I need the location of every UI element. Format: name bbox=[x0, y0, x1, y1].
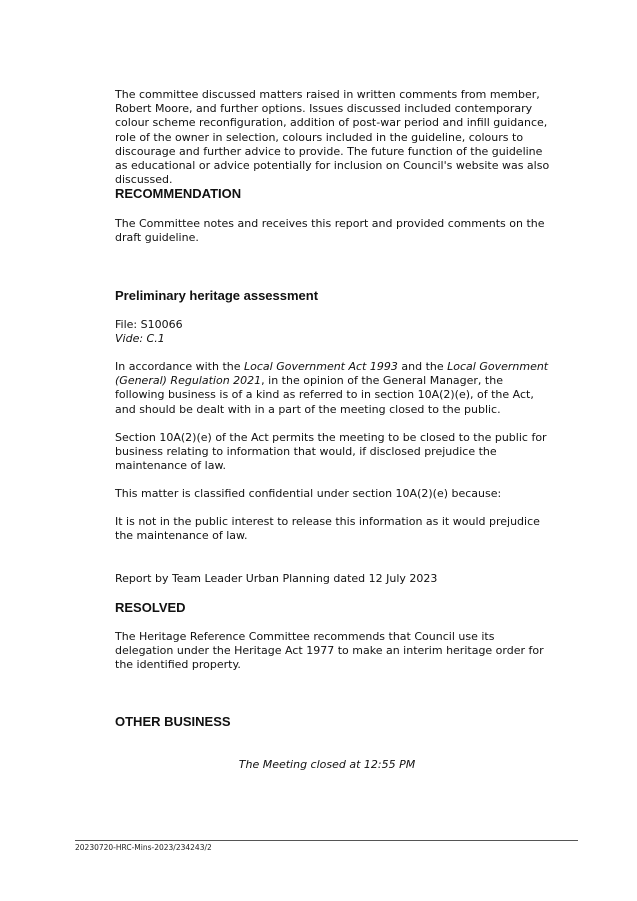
other-business-heading: OTHER BUSINESS bbox=[115, 714, 231, 729]
file-reference: File: S10066 bbox=[115, 318, 183, 331]
footer-divider bbox=[75, 840, 578, 841]
footer-reference: 20230720-HRC-Mins-2023/234243/2 bbox=[75, 843, 212, 852]
intro-paragraph: The committee discussed matters raised in written comments from member, Robert Moore, and further options. Issues discussed included contemporary colour scheme reconfiguration, addition of post-war period and infill guidance, role of the owner in selection, colours included in the guideline, colours to discourage and further advice to provide. The future function of the guideline as educational or advice potentially for inclusion on Council's website was also discussed. bbox=[115, 88, 550, 187]
act-title: Local Government Act 1993 bbox=[244, 360, 398, 373]
accordance-text-1: In accordance with the bbox=[115, 360, 244, 373]
recommendation-text: The Committee notes and receives this report and provided comments on the draft guideline. bbox=[115, 217, 545, 245]
accordance-text-3: , in the opinion of the General Manager, the following business is of a kind as referred to in section 10A(2)(e), of the Act, and should be dealt with in a part of the meeting closed to the public. bbox=[115, 374, 534, 416]
recommendation-heading: RECOMMENDATION bbox=[115, 186, 242, 201]
meeting-closed-text: The Meeting closed at 12:55 PM bbox=[238, 758, 416, 771]
resolved-text: The Heritage Reference Committee recommends that Council use its delegation under the Heritage Act 1977 to make an interim heritage order for the identified property. bbox=[115, 630, 544, 672]
regulation-title: Local Government (General) Regulation 2021 bbox=[115, 360, 549, 388]
public-interest-paragraph: It is not in the public interest to release this information as it would prejudice the maintenance of law. bbox=[115, 515, 540, 543]
vide-reference: Vide: C.1 bbox=[115, 332, 165, 345]
report-by: Report by Team Leader Urban Planning dated 12 July 2023 bbox=[115, 572, 438, 585]
accordance-paragraph bbox=[115, 360, 555, 417]
accordance-text-2: and the bbox=[397, 360, 448, 373]
confidential-paragraph: This matter is classified confidential under section 10A(2)(e) because: bbox=[115, 487, 502, 500]
resolved-heading: RESOLVED bbox=[115, 600, 186, 615]
section-paragraph: Section 10A(2)(e) of the Act permits the meeting to be closed to the public for business relating to information that would, if disclosed prejudice the maintenance of law. bbox=[115, 431, 547, 473]
assessment-heading: Preliminary heritage assessment bbox=[115, 288, 319, 303]
